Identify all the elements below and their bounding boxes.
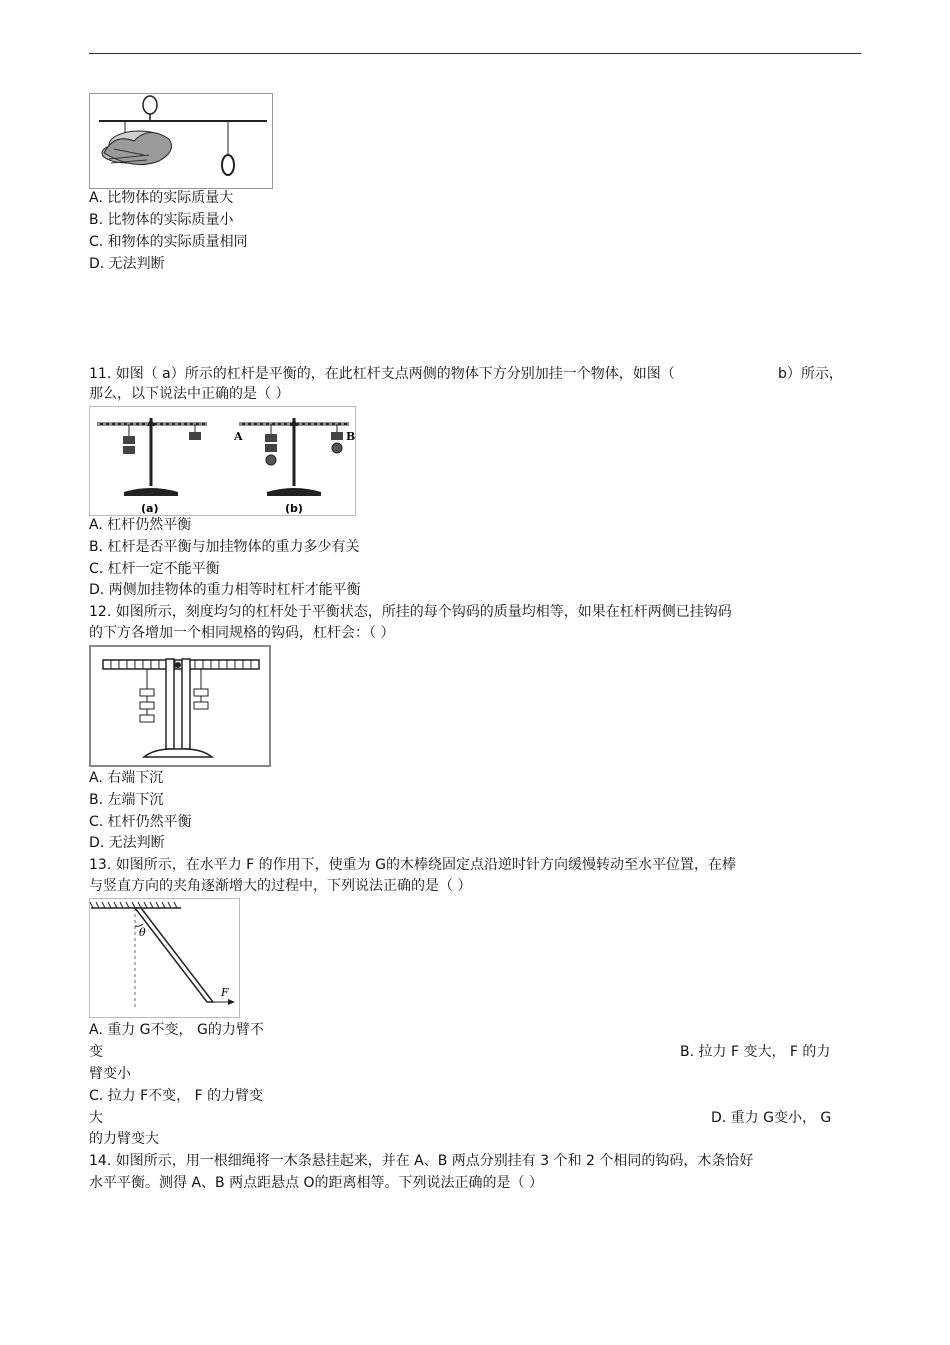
fig-label-a: (a) — [141, 502, 159, 515]
q13-option-b-line2: 臂变小 — [89, 1066, 131, 1082]
q11-option-b: B. 杠杆是否平衡与加挂物体的重力多少有关 — [89, 539, 360, 555]
q13-stem-line1: 13. 如图所示，在水平力 F 的作用下，使重为 G的木棒绕固定点沿逆时针方向缓慢转动至水平位置，在棒 — [89, 857, 736, 873]
q10-option-d: D. 无法判断 — [89, 256, 165, 272]
q11-option-c: C. 杠杆一定不能平衡 — [89, 561, 220, 577]
force-label: F — [221, 986, 229, 999]
q10-option-a: A. 比物体的实际质量大 — [89, 190, 234, 206]
q13-stem-line2: 与竖直方向的夹角逐渐增大的过程中，下列说法正确的是（ ） — [89, 878, 472, 894]
q14-stem-line1: 14. 如图所示，用一根细绳将一木条悬挂起来，并在 A、B 两点分别挂有 3 个和 2 个相同的钩码，木条恰好 — [89, 1153, 754, 1169]
q10-option-c: C. 和物体的实际质量相同 — [89, 234, 248, 250]
q11-option-a: A. 杠杆仍然平衡 — [89, 517, 192, 533]
fig-label-A: A — [234, 430, 243, 443]
q10-option-b: B. 比物体的实际质量小 — [89, 212, 234, 228]
q11-stem-line2: 那么，以下说法中正确的是（ ） — [89, 386, 290, 402]
steelyard-figure — [89, 93, 273, 189]
lever-figure-ab — [89, 406, 356, 516]
q12-option-b: B. 左端下沉 — [89, 792, 164, 808]
q12-option-c: C. 杠杆仍然平衡 — [89, 814, 192, 830]
theta-label: θ — [139, 926, 146, 939]
q12-stem-line2: 的下方各增加一个相同规格的钩码，杠杆会：（ ） — [89, 625, 395, 641]
q13-option-c-line2: 大 — [89, 1110, 103, 1126]
q13-option-d-line1: D. 重力 G变小， G — [711, 1110, 832, 1126]
q12-stem-line1: 12. 如图所示，刻度均匀的杠杆处于平衡状态，所挂的每个钩码的质量均相等，如果在杠杆两侧已挂钩码 — [89, 604, 732, 620]
fig-label-B: B — [346, 430, 356, 443]
q13-option-a-line1: A. 重力 G不变， G的力臂不 — [89, 1022, 264, 1038]
q13-option-c-line1: C. 拉力 F不变， F 的力臂变 — [89, 1088, 264, 1104]
fig-label-b: (b) — [285, 502, 303, 515]
q12-option-a: A. 右端下沉 — [89, 770, 164, 786]
q11-stem-line1-end: b）所示， — [778, 366, 843, 382]
q12-option-d: D. 无法判断 — [89, 835, 165, 851]
q13-option-d-line2: 的力臂变大 — [89, 1131, 159, 1147]
header-rule — [89, 53, 861, 54]
rotating-rod-figure — [89, 898, 240, 1018]
q14-stem-line2: 水平平衡。测得 A、B 两点距悬点 O的距离相等。下列说法正确的是（ ） — [89, 1175, 544, 1191]
balanced-lever-figure — [89, 645, 271, 767]
q11-stem-line1: 11. 如图（ a）所示的杠杆是平衡的，在此杠杆支点两侧的物体下方分别加挂一个物体，如图（ — [89, 366, 675, 382]
q13-option-b-line1: B. 拉力 F 变大， F 的力 — [680, 1044, 831, 1060]
q13-option-a-line2: 变 — [89, 1044, 103, 1060]
q11-option-d: D. 两侧加挂物体的重力相等时杠杆才能平衡 — [89, 582, 361, 598]
